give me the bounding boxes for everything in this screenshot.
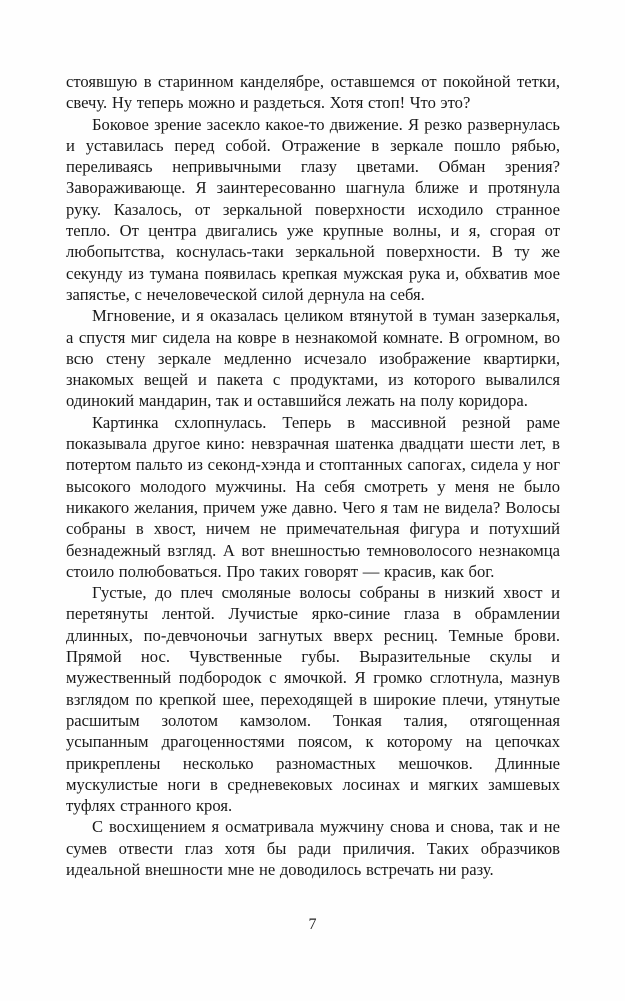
page-number: 7 [308,916,317,933]
page-text [66,71,560,880]
paragraph: стоявшую в старинном канделябре, оставшемся от покойной тетки, свечу. Ну теперь можно и раздеться. Хотя стоп! Что это? [66,72,560,113]
paragraph: Боковое зрение засекло какое-то движение. Я резко развернулась и уставилась перед собой. Отражение в зеркале пошло рябью, переливаясь непривычными глазу цветами. Обман зрения? Завораживающе. Я заинтересованно шагнула ближе и протянула руку. Казалось, от зеркальной поверхности исходило странное тепло. От центра двигались уже крупные волны, и я, сгорая от любопытства, коснулась-таки зеркальной поверхности. В ту же секунду из тумана появилась крепкая мужская рука и, обхватив мое запястье, с нечеловеческой силой дернула на себя. [66,114,560,304]
paragraph: Густые, до плеч смоляные волосы собраны в низкий хвост и перетянуты лентой. Лучистые ярко-синие глаза в обрамлении длинных, по-девчоночьи загнутых вверх ресниц. Темные брови. Прямой нос. Чувственные губы. Выразительные скулы и мужественный подбородок с ямочкой. Я громко сглотнула, мазнув взглядом по крепкой шее, переходящей в широкие плечи, утянутые расшитым золотом камзолом. Тонкая талия, отягощенная усыпанным драгоценностями поясом, к которому на цепочках прикреплены несколько разномастных мешочков. Длинные мускулистые ноги в средневековых лосинах и мягких замшевых туфлях странного кроя. [66,583,560,816]
paragraph: С восхищением я осматривала мужчину снова и снова, так и не сумев отвести глаз хотя бы ради приличия. Таких образчиков идеальной внешности мне не доводилось встречать ни разу. [66,817,560,879]
paragraph: Мгновение, и я оказалась целиком втянутой в туман зазеркалья, а спустя миг сидела на ковре в незнакомой комнате. В огромном, во всю стену зеркале медленно исчезало изображение квартирки, знакомых вещей и пакета с продуктами, из которого вывалился одинокий мандарин, так и оставшийся лежать на полу коридора. [66,306,560,411]
paragraph: Картинка схлопнулась. Теперь в массивной резной раме показывала другое кино: невзрачная шатенка двадцати шести лет, в потертом пальто из секонд-хэнда и стоптанных сапогах, сидела у ног высокого молодого мужчины. На себя смотреть у меня не было никакого желания, причем уже давно. Чего я там не видела? Волосы собраны в хвост, ничем не примечательная фигура и потухший безнадежный взгляд. А вот внешностью темноволосого незнакомца стоило полюбоваться. Про таких говорят — красив, как бог. [66,412,560,581]
